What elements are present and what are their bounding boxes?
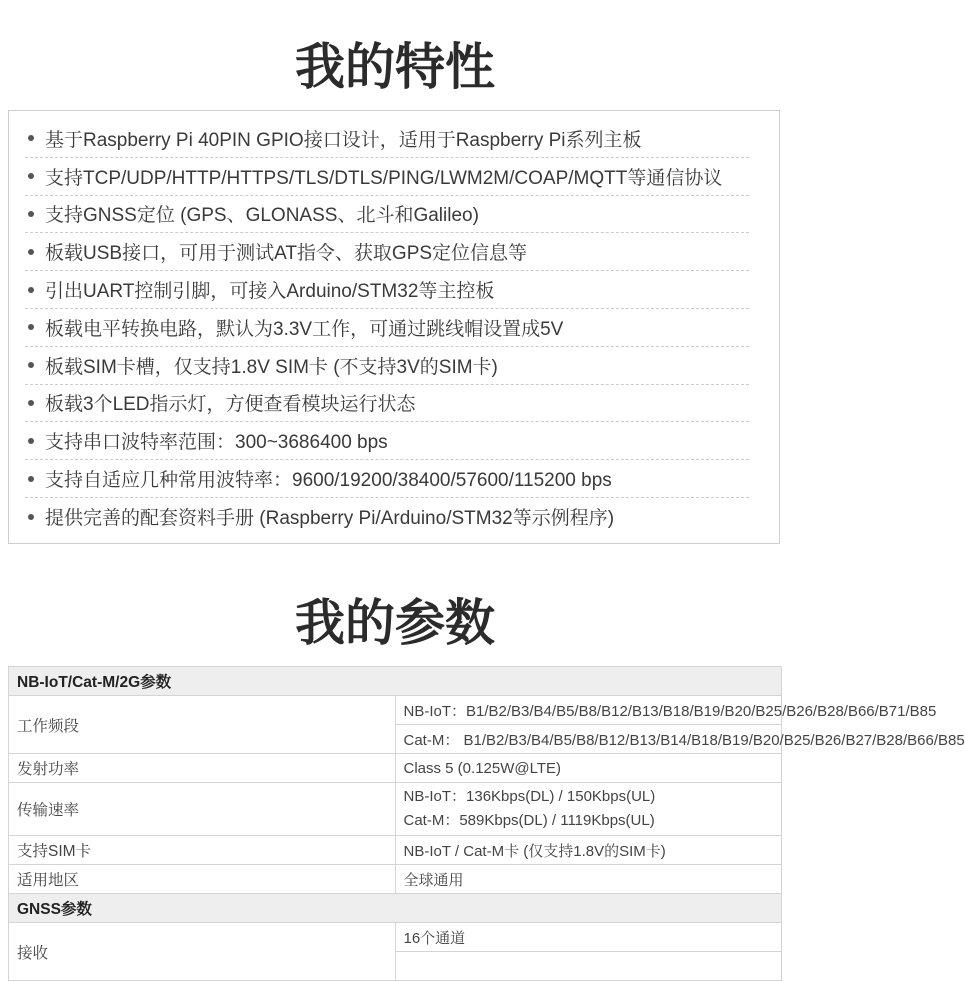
table-row — [9, 923, 782, 952]
table-row — [9, 754, 782, 783]
bullet-icon — [28, 362, 34, 368]
feature-item — [25, 309, 749, 347]
recv-value-cont — [395, 952, 782, 981]
feature-text: 提供完善的配套资料手册 (Raspberry Pi/Arduino/STM32等示例程序) — [45, 508, 615, 530]
feature-item — [25, 158, 749, 196]
feature-text: 引出UART控制引脚，可接入Arduino/STM32等主控板 — [45, 281, 495, 303]
region-value: 全球通用 — [395, 865, 782, 894]
params-table — [8, 666, 965, 981]
feature-item — [25, 120, 749, 158]
feature-text: 板载USB接口，可用于测试AT指令、获取GPS定位信息等 — [45, 243, 528, 265]
group-header-gnss: GNSS参数 — [9, 894, 782, 923]
bullet-icon — [28, 249, 34, 255]
bullet-icon — [28, 514, 34, 520]
sim-label: 支持SIM卡 — [9, 836, 396, 865]
feature-item — [25, 460, 749, 498]
feature-text: 支持TCP/UDP/HTTP/HTTPS/TLS/DTLS/PING/LWM2M/COAP/MQTT等通信协议 — [45, 167, 723, 189]
feature-item — [25, 196, 749, 234]
bullet-icon — [28, 211, 34, 217]
table-row — [9, 783, 782, 836]
params-title: 我的参数 — [295, 595, 495, 651]
table-row — [9, 865, 782, 894]
feature-text: 板载SIM卡槽，仅支持1.8V SIM卡 (不支持3V的SIM卡) — [45, 356, 498, 378]
table-row — [9, 696, 782, 725]
feature-item — [25, 498, 749, 536]
recv-label: 接收 — [9, 923, 396, 981]
table-group-row — [9, 667, 782, 696]
feature-item — [25, 233, 749, 271]
feature-text: 板载3个LED指示灯，方便查看模块运行状态 — [45, 394, 416, 416]
bullet-icon — [28, 476, 34, 482]
feature-item — [25, 347, 749, 385]
rate-label: 传输速率 — [9, 783, 396, 836]
feature-item — [25, 271, 749, 309]
table-row — [9, 836, 782, 865]
feature-text: 支持GNSS定位 (GPS、GLONASS、北斗和Galileo) — [45, 205, 479, 227]
freq-nbiot-value: NB-IoT：B1/B2/B3/B4/B5/B8/B12/B13/B18/B19/B20/B25/B26/B28/B66/B71/B85 — [395, 696, 782, 725]
bullet-icon — [28, 400, 34, 406]
features-list — [25, 120, 749, 536]
bullet-icon — [28, 324, 34, 330]
bullet-icon — [28, 287, 34, 293]
feature-text: 板载电平转换电路，默认为3.3V工作，可通过跳线帽设置成5V — [45, 318, 564, 340]
group-header-nbiot: NB-IoT/Cat-M/2G参数 — [9, 667, 782, 696]
power-label: 发射功率 — [9, 754, 396, 783]
region-label: 适用地区 — [9, 865, 396, 894]
freq-label: 工作频段 — [9, 696, 396, 754]
recv-value: 16个通道 — [395, 923, 782, 952]
sim-value: NB-IoT / Cat-M卡 (仅支持1.8V的SIM卡) — [395, 836, 782, 865]
feature-text: 基于Raspberry Pi 40PIN GPIO接口设计，适用于Raspberry Pi系列主板 — [45, 129, 642, 151]
freq-catm-value: Cat-M： B1/B2/B3/B4/B5/B8/B12/B13/B14/B18/B19/B20/B25/B26/B27/B28/B66/B85 — [395, 725, 782, 754]
power-value: Class 5 (0.125W@LTE) — [395, 754, 782, 783]
feature-text: 支持串口波特率范围：300~3686400 bps — [45, 432, 388, 454]
rate-value — [395, 783, 782, 836]
bullet-icon — [28, 173, 34, 179]
rate-nbiot: NB-IoT：136Kbps(DL) / 150Kbps(UL) — [403, 788, 656, 805]
table-group-row — [9, 894, 782, 923]
bullet-icon — [28, 135, 34, 141]
feature-item — [25, 422, 749, 460]
features-box — [8, 110, 780, 544]
feature-text: 支持自适应几种常用波特率：9600/19200/38400/57600/115200 bps — [45, 470, 612, 492]
rate-catm: Cat-M：589Kbps(DL) / 1119Kbps(UL) — [403, 812, 655, 829]
bullet-icon — [28, 438, 34, 444]
feature-item — [25, 385, 749, 423]
features-title: 我的特性 — [295, 39, 495, 95]
